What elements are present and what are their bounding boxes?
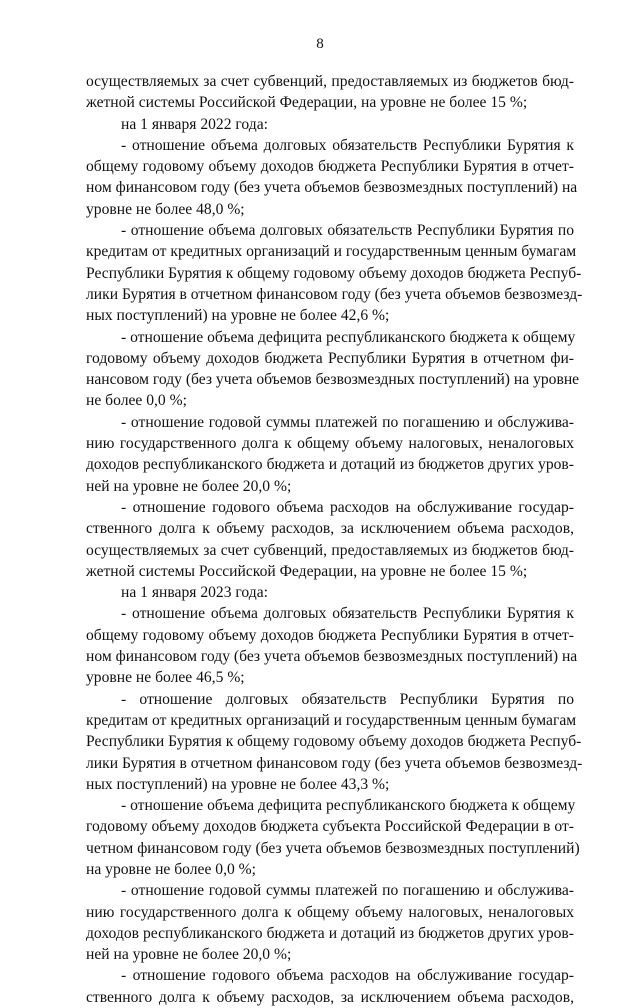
text-line: ном финансовом году (без учета объемов безвозмездных поступлений) на [86, 648, 578, 666]
text-line: ных поступлений) на уровне не более 42,6 %; [86, 307, 390, 325]
text-line: на 1 января 2022 года: [121, 115, 268, 133]
text-line: - отношение объема долговых обязательств Республики Бурятия к [121, 605, 574, 623]
body-text [86, 71, 583, 1008]
text-line: ных поступлений) на уровне не более 43,3 %; [86, 775, 390, 793]
text-line: на 1 января 2023 года: [121, 584, 268, 602]
text-line: - отношение годового объема расходов на обслуживание государ- [121, 498, 574, 516]
text-line: доходов республиканского бюджета и дотаций из бюджетов других уров- [86, 456, 574, 474]
text-line: нию государственного долга к общему объему налоговых, неналоговых [86, 435, 574, 453]
text-line: - отношение объема дефицита республиканского бюджета к общему [121, 328, 576, 346]
text-line: Республики Бурятия к общему годовому объему доходов бюджета Респуб- [86, 733, 582, 751]
text-line: ственного долга к объему расходов, за исключением объема расходов, [86, 520, 574, 538]
text-line: - отношение объема дефицита республиканского бюджета к общему [121, 797, 576, 815]
text-line: лики Бурятия в отчетном финансовом году (без учета объемов безвозмезд- [86, 285, 583, 303]
text-line: - отношение долговых обязательств Республики Бурятия по [121, 690, 574, 708]
text-line: осуществляемых за счет субвенций, предоставляемых из бюджетов бюд- [86, 541, 574, 559]
text-line: жетной системы Российской Федерации, на уровне не более 15 %; [86, 562, 528, 580]
text-line: - отношение объема долговых обязательств Республики Бурятия к [121, 136, 574, 154]
text-line: ней на уровне не более 20,0 %; [86, 946, 292, 964]
text-line: лики Бурятия в отчетном финансовом году (без учета объемов безвозмезд- [86, 754, 583, 772]
text-line: Республики Бурятия к общему годовому объему доходов бюджета Респуб- [86, 264, 582, 282]
text-line: четном финансовом году (без учета объемов безвозмездных поступлений) [86, 839, 580, 857]
text-line: - отношение объема долговых обязательств Республики Бурятия по [121, 222, 574, 240]
text-line: ней на уровне не более 20,0 %; [86, 477, 292, 495]
text-line: на уровне не более 0,0 %; [86, 860, 257, 878]
text-line: - отношение годовой суммы платежей по погашению и обслужива- [121, 882, 574, 900]
text-line: - отношение годовой суммы платежей по погашению и обслужива- [121, 413, 574, 431]
text-line: годовому объему доходов бюджета субъекта Российской Федерации в от- [86, 818, 574, 836]
text-line: кредитам от кредитных организаций и государственным ценным бумагам [86, 243, 577, 261]
text-line: общему годовому объему доходов бюджета Республики Бурятия в отчет- [86, 158, 574, 176]
page-number: 8 [316, 36, 324, 52]
text-line: уровне не более 48,0 %; [86, 200, 245, 218]
text-line: годовому объему доходов бюджета Республики Бурятия в отчетном фи- [86, 349, 574, 367]
text-line: доходов республиканского бюджета и дотаций из бюджетов других уров- [86, 924, 574, 942]
text-line: жетной системы Российской Федерации, на уровне не более 15 %; [86, 94, 528, 112]
text-line: нансовом году (без учета объемов безвозмездных поступлений) на уровне [86, 371, 580, 389]
text-line: нию государственного долга к общему объему налоговых, неналоговых [86, 903, 574, 921]
text-line: общему годовому объему доходов бюджета Республики Бурятия в отчет- [86, 626, 574, 644]
text-line: ственного долга к объему расходов, за исключением объема расходов, [86, 988, 574, 1006]
text-line: осуществляемых за счет субвенций, предоставляемых из бюджетов бюд- [86, 73, 574, 90]
text-line: кредитам от кредитных организаций и государственным ценным бумагам [86, 711, 577, 729]
text-line: уровне не более 46,5 %; [86, 669, 245, 687]
text-line: ном финансовом году (без учета объемов безвозмездных поступлений) на [86, 179, 578, 197]
text-line: - отношение годового объема расходов на обслуживание государ- [121, 967, 574, 985]
text-line: не более 0,0 %; [86, 392, 187, 410]
